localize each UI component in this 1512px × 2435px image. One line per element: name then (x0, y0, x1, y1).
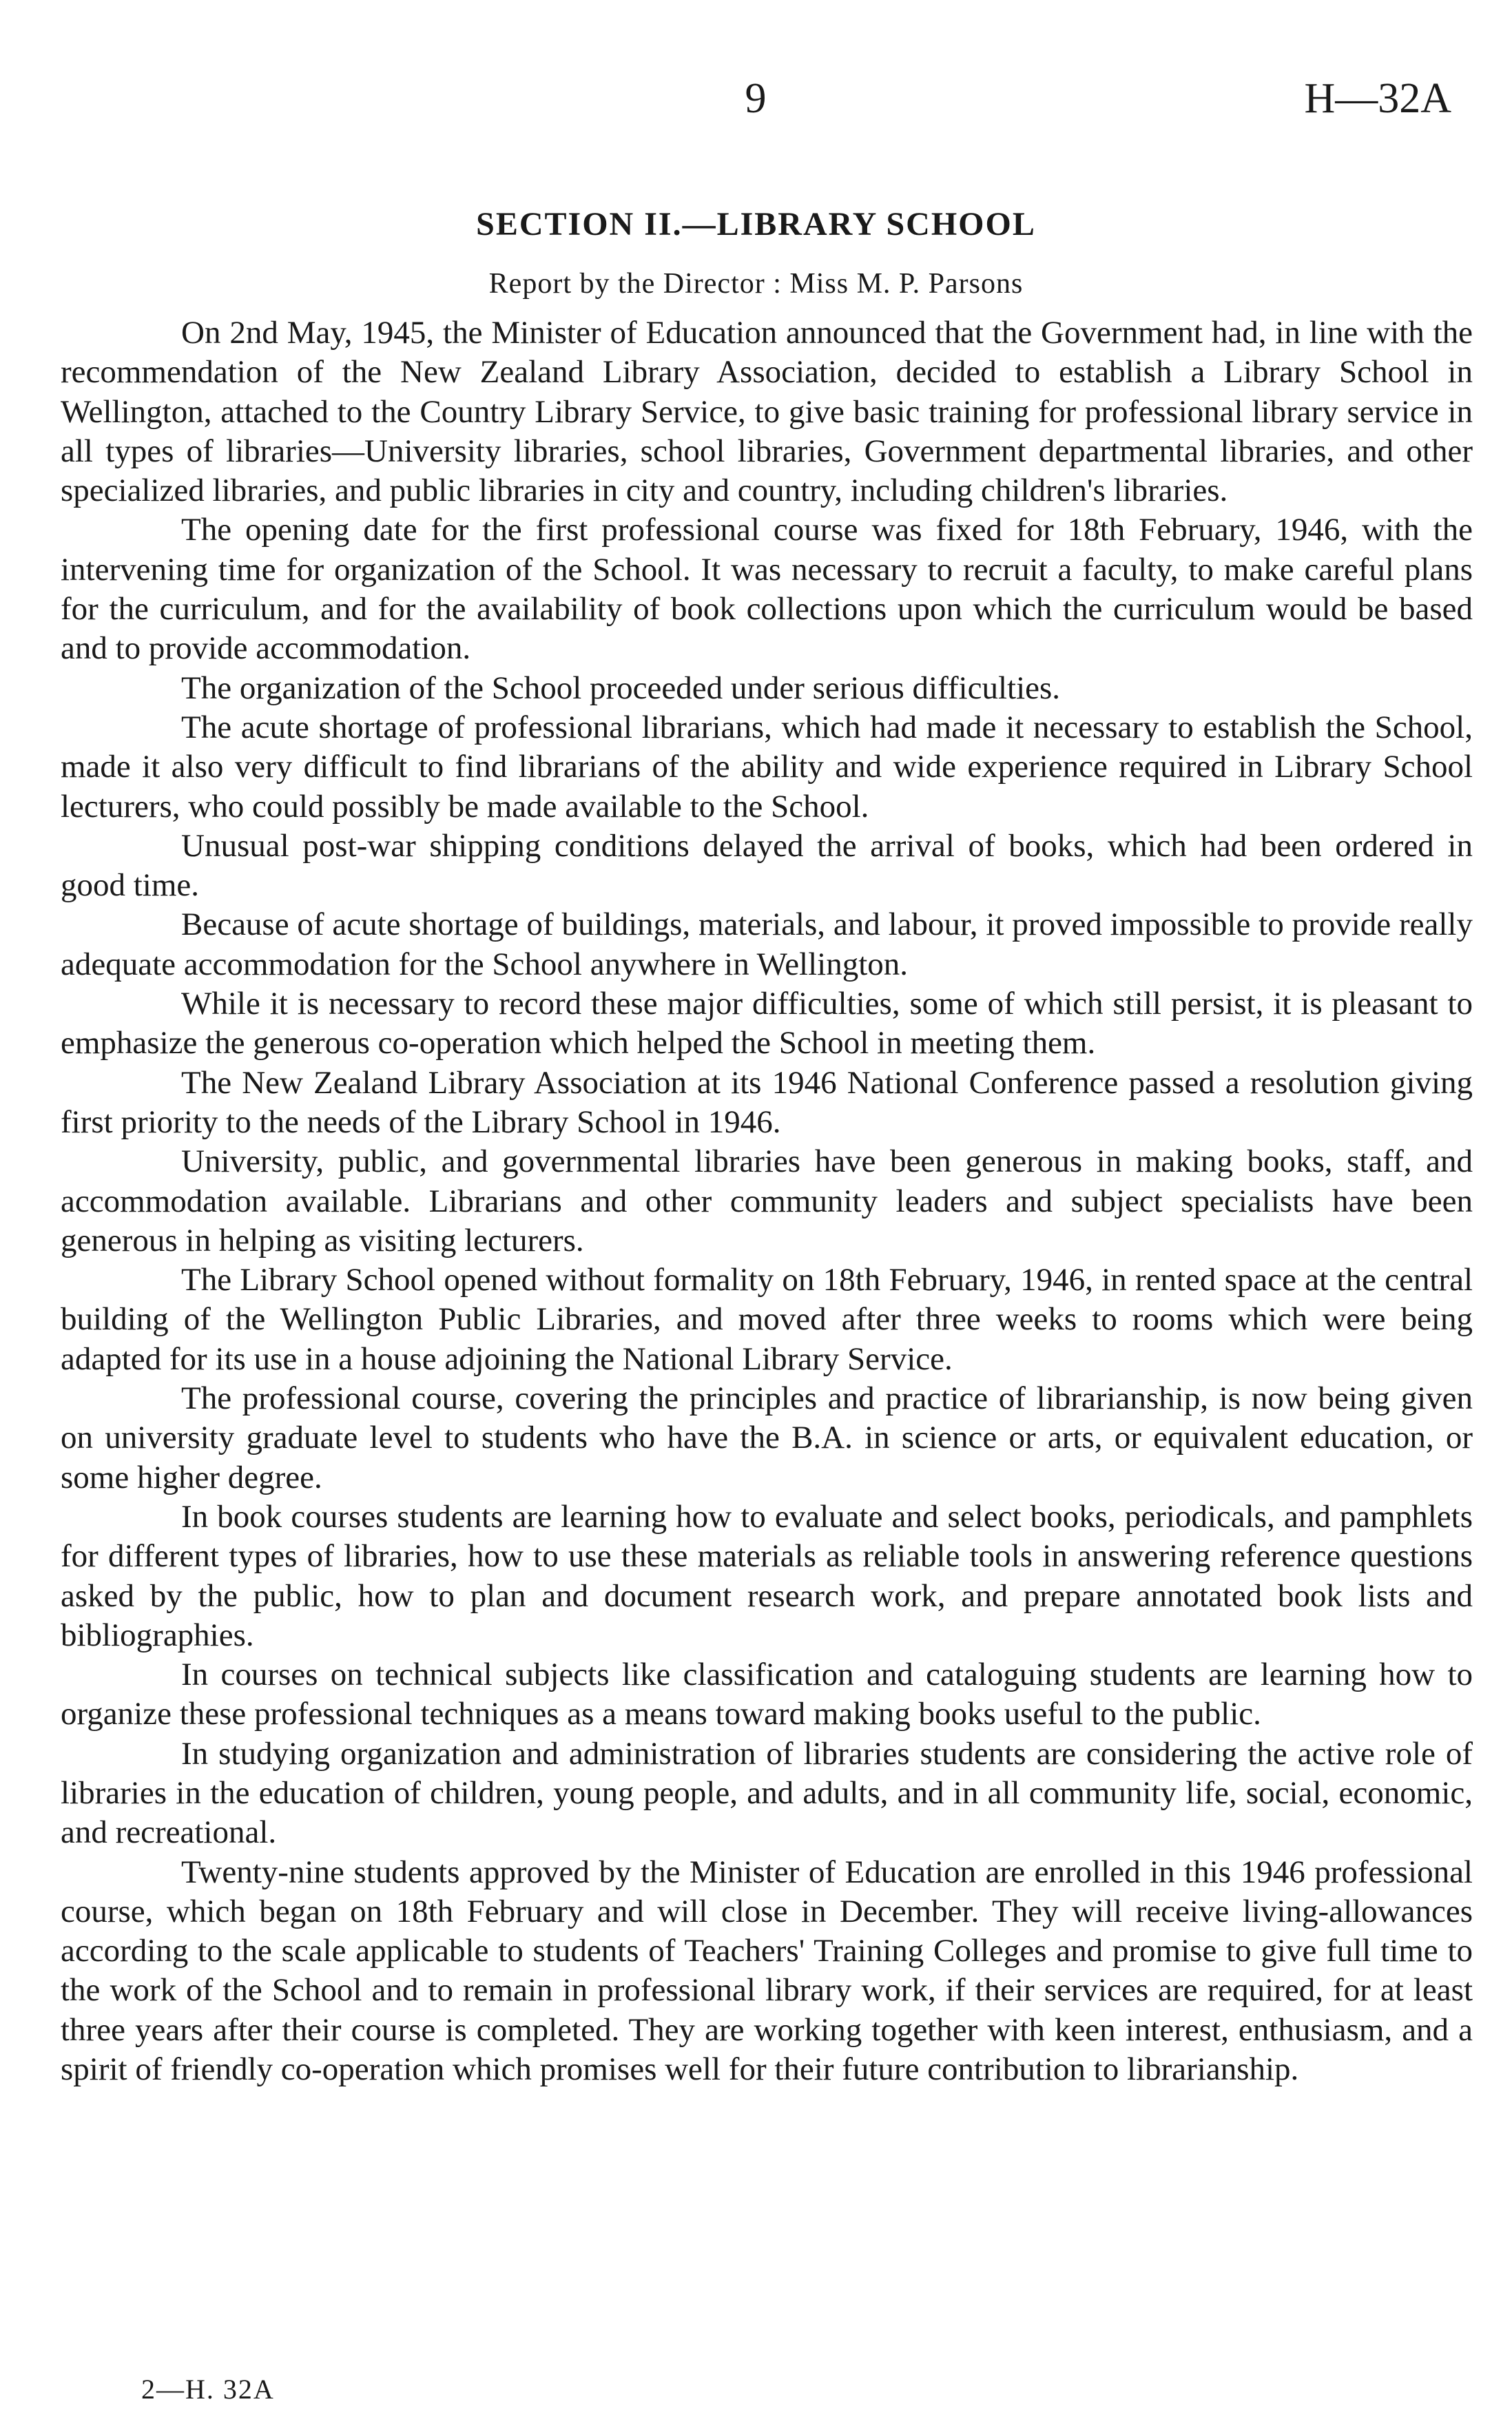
body-text (61, 313, 1473, 2089)
document-code: H—32A (1304, 75, 1451, 122)
paragraph: While it is necessary to record these major difficulties, some of which still persist, it is pleasant to emphasize the generous co-operation which helped the School in meeting them. (61, 986, 1473, 1061)
paragraph: The organization of the School proceeded under serious difficulties. (181, 670, 1061, 706)
paragraph: In book courses students are learning how to evaluate and select books, periodicals, and pamphlets for different types of libraries, how to use these materials as reliable tools in answering reference questions asked by the public, how to plan and document research work, and prepare annotated book lists and bibliographies. (61, 1498, 1473, 1653)
paragraph: The acute shortage of professional librarians, which had made it necessary to establish the School, made it also very difficult to find librarians of the ability and wide experience required in Library School lecturers, who could possibly be made available to the School. (61, 709, 1473, 825)
paragraph: Twenty-nine students approved by the Minister of Education are enrolled in this 1946 professional course, which began on 18th February and will close in December. They will receive living-allowances according to the scale applicable to students of Teachers' Training Colleges and promise to give full time to the work of the School and to remain in professional library work, if their services are required, for at least three years after their course is completed. They are working together with keen interest, enthusiasm, and a spirit of friendly co-operation which promises well for their future contribution to librarianship. (61, 1854, 1473, 2088)
paragraph: Because of acute shortage of buildings, materials, and labour, it proved impossible to provide really adequate accommodation for the School anywhere in Wellington. (61, 906, 1473, 982)
paragraph: In courses on technical subjects like classification and cataloguing students are learning how to organize these professional techniques as a means toward making books useful to the public. (61, 1657, 1473, 1732)
page-number: 9 (745, 75, 767, 122)
paragraph: The New Zealand Library Association at its 1946 National Conference passed a resolution giving first priority to the needs of the Library School in 1946. (61, 1064, 1473, 1140)
paragraph: University, public, and governmental libraries have been generous in making books, staff, and accommodation available. Librarians and other community leaders and subject specialists have been generous in helping as visiting lecturers. (61, 1143, 1473, 1258)
paragraph: On 2nd May, 1945, the Minister of Education announced that the Government had, in line with the recommendation of the New Zealand Library Association, decided to establish a Library School in Wellington, attached to the Country Library Service, to give basic training for professional library service in all types of libraries—University libraries, school libraries, Government departmental libraries, and other specialized libraries, and public libraries in city and country, including children's libraries. (61, 315, 1473, 509)
paragraph: The professional course, covering the principles and practice of librarianship, is now being given on university graduate level to students who have the B.A. in science or arts, or equivalent education, or some higher degree. (61, 1380, 1473, 1495)
paragraph: In studying organization and administration of libraries students are considering the active role of libraries in the education of children, young people, and adults, and in all community life, social, economic, and recreational. (61, 1735, 1473, 1851)
report-byline: Report by the Director : Miss M. P. Parsons (488, 268, 1024, 300)
paragraph: The Library School opened without formality on 18th February, 1946, in rented space at the central building of the Wellington Public Libraries, and moved after three weeks to rooms which were being adapted for its use in a house adjoining the National Library Service. (61, 1262, 1473, 1377)
section-title: SECTION II.—LIBRARY SCHOOL (476, 206, 1036, 242)
paragraph: The opening date for the first professional course was fixed for 18th February, 1946, with the intervening time for organization of the School. It was necessary to recruit a faculty, to make careful plans for the curriculum, and for the availability of book collections upon which the curriculum would be based and to provide accommodation. (61, 512, 1473, 667)
paragraph: Unusual post-war shipping conditions delayed the arrival of books, which had been ordered in good time. (61, 827, 1473, 904)
footer-signature: 2—H. 32A (141, 2374, 275, 2405)
